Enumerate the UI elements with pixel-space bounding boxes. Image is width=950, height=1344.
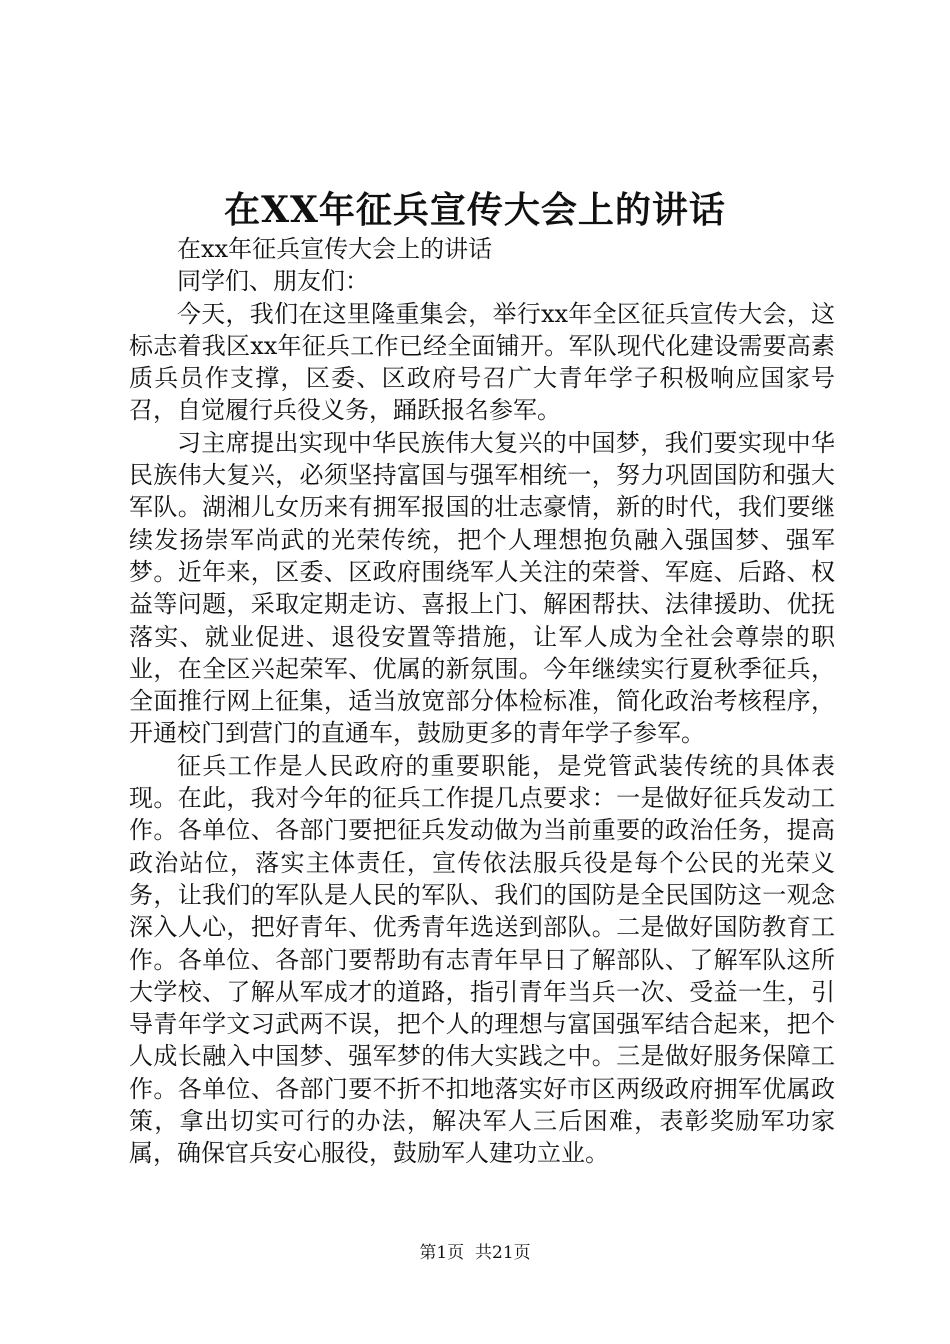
document-body: [129, 233, 835, 1170]
document-title: 在XX年征兵宣传大会上的讲话: [224, 189, 726, 231]
page-footer: [0, 1241, 950, 1265]
page-number: 第1页: [419, 1243, 465, 1263]
paragraph-subtitle: 在xx年征兵宣传大会上的讲话: [177, 235, 493, 263]
page-total: 共21页: [475, 1243, 531, 1263]
paragraph-china-dream: 习主席提出实现中华民族伟大复兴的中国梦，我们要实现中华民族伟大复兴，必须坚持富国与强军相统一，努力巩固国防和强大军队。湖湘儿女历来有拥军报国的壮志豪情，新的时代，我们要继续发扬崇军尚武的光荣传统，把个人理想抱负融入强国梦、强军梦。近年来，区委、区政府围绕军人关注的荣誉、军庭、后路、权益等问题，采取定期走访、喜报上门、解困帮扶、法律援助、优抚落实、就业促进、退役安置等措施，让军人成为全社会尊崇的职业，在全区兴起荣军、优属的新氛围。今年继续实行夏秋季征兵，全面推行网上征集，适当放宽部分体检标准，简化政治考核程序，开通校门到营门的直通车，鼓励更多的青年学子参军。: [129, 428, 835, 748]
paragraph-opening: 今天，我们在这里隆重集会，举行xx年全区征兵宣传大会，这标志着我区xx年征兵工作已经全面铺开。军队现代化建设需要高素质兵员作支撑，区委、区政府号召广大青年学子积极响应国家号召，自觉履行兵役义务，踊跃报名参军。: [129, 299, 835, 425]
paragraph-salutation: 同学们、朋友们：: [177, 267, 369, 296]
paragraph-requirements: 征兵工作是人民政府的重要职能，是党管武装传统的具体表现。在此，我对今年的征兵工作提几点要求：一是做好征兵发动工作。各单位、各部门要把征兵发动做为当前重要的政治任务，提高政治站位，落实主体责任，宣传依法服兵役是每个公民的光荣义务，让我们的军队是人民的军队、我们的国防是全民国防这一观念深入人心，把好青年、优秀青年选送到部队。二是做好国防教育工作。各单位、各部门要帮助有志青年早日了解部队、了解军队这所大学校、了解从军成才的道路，指引青年当兵一次、受益一生，引导青年学文习武两不误，把个人的理想与富国强军结合起来，把个人成长融入中国梦、强军梦的伟大实践之中。三是做好服务保障工作。各单位、各部门要不折不扣地落实好市区两级政府拥军优属政策，拿出切实可行的办法，解决军人三后困难，表彰奖励军功家属，确保官兵安心服役，鼓励军人建功立业。: [129, 751, 835, 1168]
